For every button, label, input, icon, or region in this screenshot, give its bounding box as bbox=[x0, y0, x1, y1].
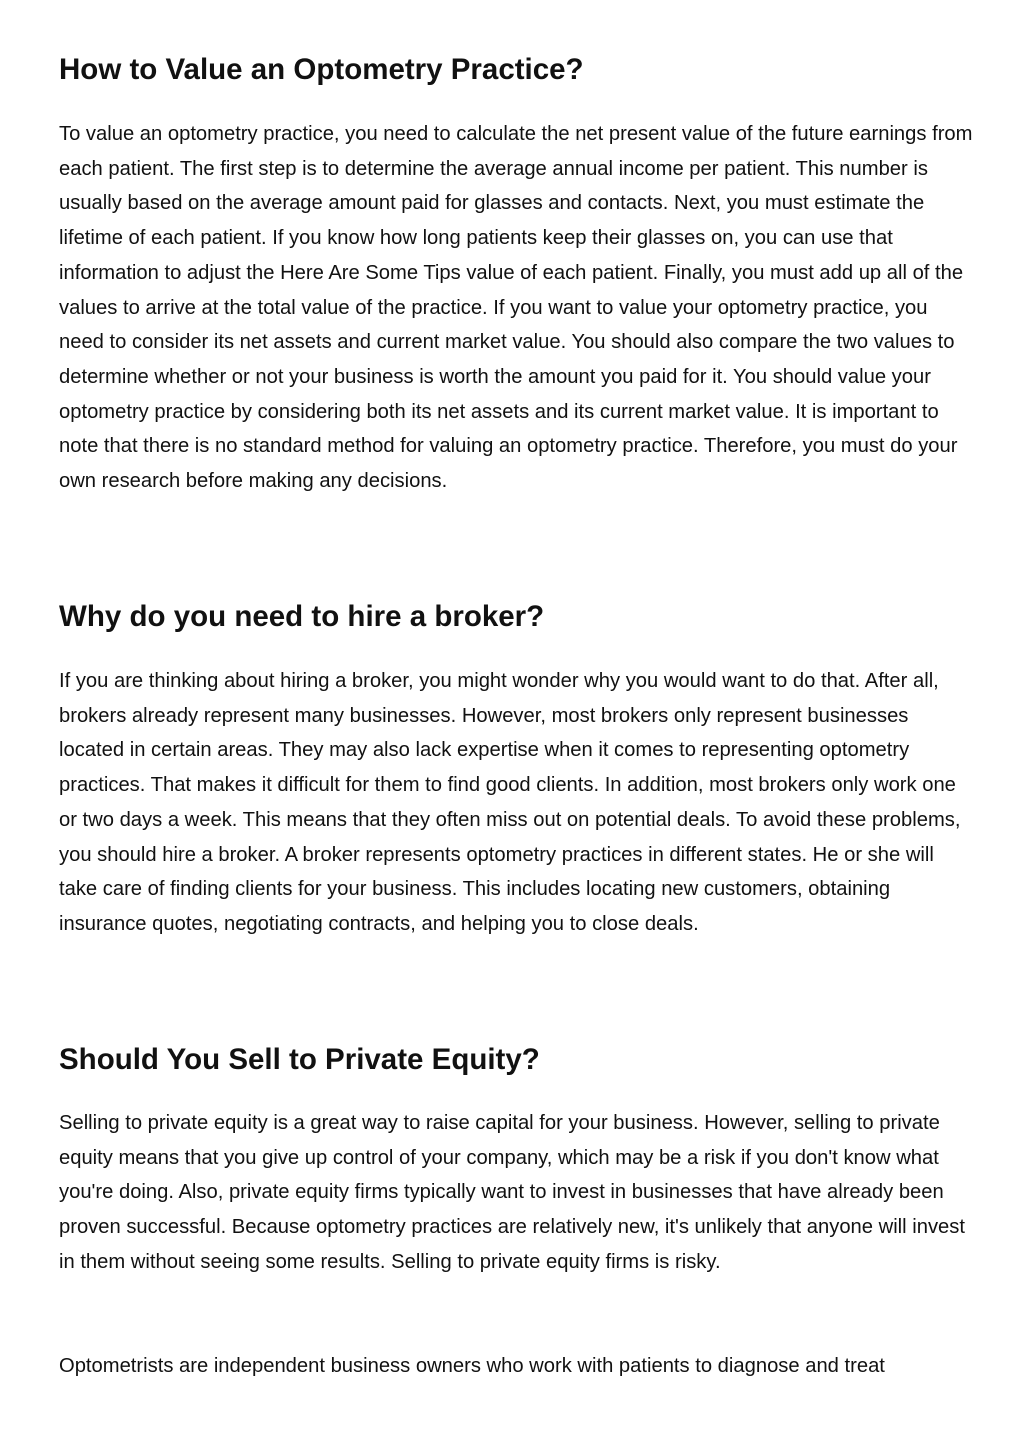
section-heading-value-practice: How to Value an Optometry Practice? bbox=[59, 53, 584, 86]
section-paragraph-value-practice: To value an optometry practice, you need to calculate the net present value of the future earnings from each patient. The first step is to determine the average annual income per patient. This number is usually based on the average amount paid for glasses and contacts. Next, you must estimate the lifetime of each patient. If you know how long patients keep their glasses on, you can use that information to adjust the Here Are Some Tips value of each patient. Finally, you must add up all of the values to arrive at the total value of the practice. If you want to value your optometry practice, you need to consider its net assets and current market value. You should also compare the two values to determine whether or not your business is worth the amount you paid for it. You should value your optometry practice by considering both its net assets and its current market value. It is important to note that there is no standard method for valuing an optometry practice. Therefore, you must do your own research before making any decisions. bbox=[59, 123, 973, 493]
section-heading-private-equity: Should You Sell to Private Equity? bbox=[59, 1043, 540, 1076]
section-paragraph-private-equity: Selling to private equity is a great way to raise capital for your business. However, selling to private equity means that you give up control of your company, which may be a risk if you don't know what you're doing. Also, private equity firms typically want to invest in businesses that have already been proven successful. Because optometry practices are relatively new, it's unlikely that anyone will invest in them without seeing some results. Selling to private equity firms is risky. bbox=[59, 1112, 965, 1273]
section-heading-hire-broker: Why do you need to hire a broker? bbox=[59, 600, 545, 633]
section-paragraph-hire-broker: If you are thinking about hiring a broker, you might wonder why you would want to do that. After all, brokers already represent many businesses. However, most brokers only represent businesses located in certain areas. They may also lack expertise when it comes to representing optometry practices. That makes it difficult for them to find good clients. In addition, most brokers only work one or two days a week. This means that they often miss out on potential deals. To avoid these problems, you should hire a broker. A broker represents optometry practices in different states. He or she will take care of finding clients for your business. This includes locating new customers, obtaining insurance quotes, negotiating contracts, and helping you to close deals. bbox=[59, 670, 961, 935]
section-paragraph-optometrists: Optometrists are independent business owners who work with patients to diagnose and treat bbox=[59, 1355, 885, 1377]
